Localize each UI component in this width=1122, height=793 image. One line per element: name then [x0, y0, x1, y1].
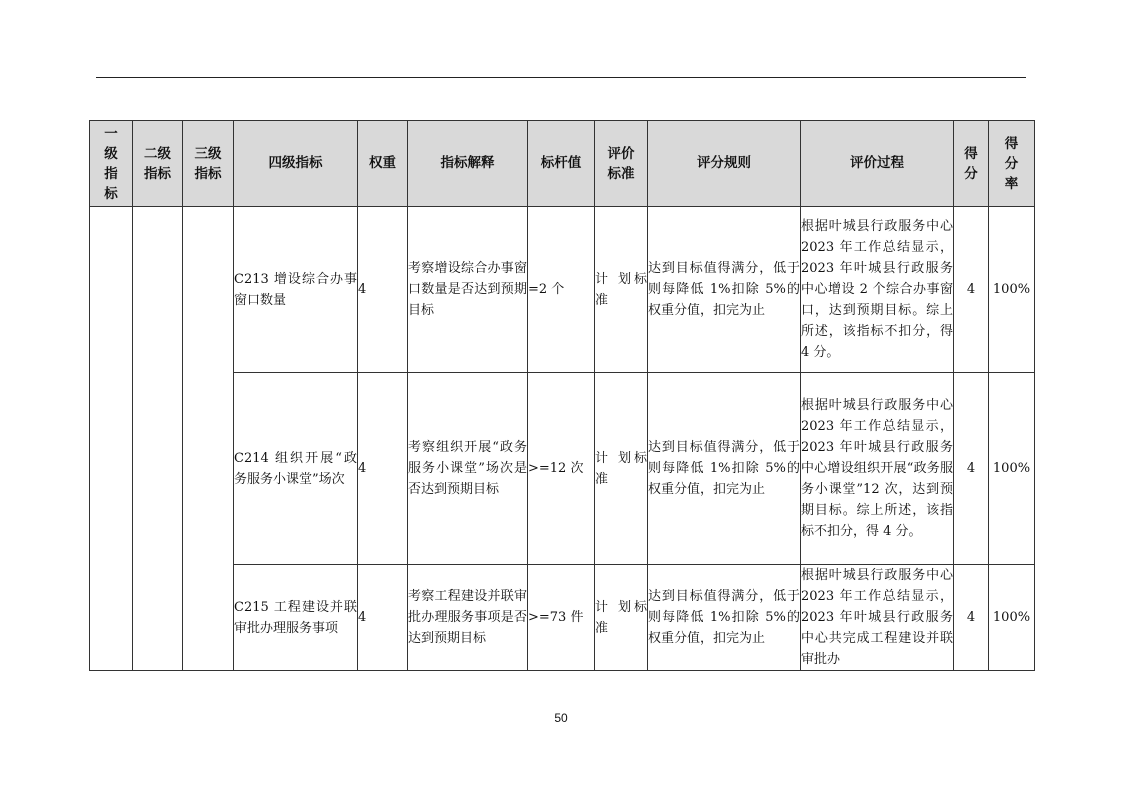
header-level2: 二级指标: [133, 121, 183, 207]
evaluation-table: [89, 120, 1035, 671]
indicator-cell: C213 增设综合办事窗口数量: [234, 207, 358, 373]
process-cell: 根据叶城县行政服务中心 2023 年工作总结显示，2023 年叶城县行政服务中心增设组织开展“政务服务小课堂”12 次，达到预期目标。综上所述，该指标不扣分，得 4 分。: [801, 373, 954, 565]
benchmark-cell: >=73 件: [528, 565, 595, 671]
score-cell: 4: [954, 207, 989, 373]
rate-cell: 100%: [989, 373, 1035, 565]
table-header-row: [90, 121, 1035, 207]
score-cell: 4: [954, 565, 989, 671]
header-rule: 评分规则: [648, 121, 801, 207]
level2-cell: [133, 207, 183, 671]
table-row: [90, 207, 1035, 373]
explanation-cell: 考察组织开展“政务服务小课堂”场次是否达到预期目标: [408, 373, 528, 565]
benchmark-cell: =2 个: [528, 207, 595, 373]
process-cell: 根据叶城县行政服务中心 2023 年工作总结显示，2023 年叶城县行政服务中心共完成工程建设并联审批办: [801, 565, 954, 671]
rate-cell: 100%: [989, 207, 1035, 373]
standard-cell: 计 划标准: [595, 373, 648, 565]
page-number: 50: [554, 711, 568, 725]
rule-cell: 达到目标值得满分，低于则每降低 1%扣除 5%的权重分值，扣完为止: [648, 373, 801, 565]
process-cell: 根据叶城县行政服务中心 2023 年工作总结显示，2023 年叶城县行政服务中心增设 2 个综合办事窗口，达到预期目标。综上所述，该指标不扣分，得 4 分。: [801, 207, 954, 373]
header-standard: 评价标准: [595, 121, 648, 207]
standard-cell: 计 划标准: [595, 565, 648, 671]
indicator-cell: C214 组织开展“政务服务小课堂”场次: [234, 373, 358, 565]
header-weight: 权重: [358, 121, 408, 207]
header-rate: 得分率: [989, 121, 1035, 207]
header-level3: 三级指标: [183, 121, 234, 207]
header-level1: 一级指标: [90, 121, 133, 207]
rule-cell: 达到目标值得满分，低于则每降低 1%扣除 5%的权重分值，扣完为止: [648, 565, 801, 671]
benchmark-cell: >=12 次: [528, 373, 595, 565]
level3-cell: [183, 207, 234, 671]
header-level4: 四级指标: [234, 121, 358, 207]
score-cell: 4: [954, 373, 989, 565]
rule-cell: 达到目标值得满分，低于则每降低 1%扣除 5%的权重分值，扣完为止: [648, 207, 801, 373]
header-explanation: 指标解释: [408, 121, 528, 207]
header-process: 评价过程: [801, 121, 954, 207]
explanation-cell: 考察增设综合办事窗口数量是否达到预期目标: [408, 207, 528, 373]
rate-cell: 100%: [989, 565, 1035, 671]
level1-cell: [90, 207, 133, 671]
header-rule: [96, 77, 1026, 78]
weight-cell: 4: [358, 207, 408, 373]
explanation-cell: 考察工程建设并联审批办理服务事项是否达到预期目标: [408, 565, 528, 671]
header-benchmark: 标杆值: [528, 121, 595, 207]
weight-cell: 4: [358, 565, 408, 671]
header-score: 得分: [954, 121, 989, 207]
indicator-cell: C215 工程建设并联审批办理服务事项: [234, 565, 358, 671]
weight-cell: 4: [358, 373, 408, 565]
standard-cell: 计 划标准: [595, 207, 648, 373]
